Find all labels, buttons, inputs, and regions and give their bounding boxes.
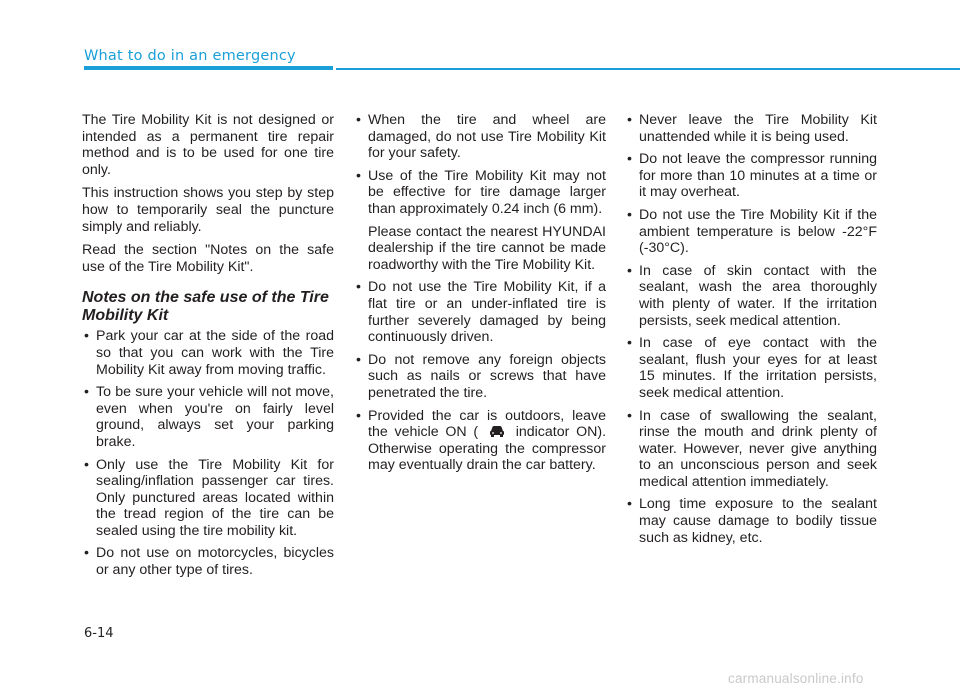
list-item: • To be sure your vehicle will not move, even when you're on fairly level ground, always set your parking brake. [82, 384, 334, 450]
watermark: carmanualsonline.info [728, 671, 864, 686]
list-item: • Do not use the Tire Mobility Kit, if a flat tire or an under-inflated tire is further severely damaged by being continuously driven. [354, 279, 606, 345]
bullet-text-before-icon: Provided the car is outdoors, leave the vehicle ON ( [368, 407, 606, 441]
intro-paragraph: Read the section "Notes on the safe use of the Tire Mobility Kit". [82, 242, 334, 275]
list-item: • Do not leave the compressor running for more than 10 minutes at a time or it may overheat. [625, 151, 877, 201]
column-3 [625, 112, 877, 552]
list-item: • Use of the Tire Mobility Kit may not be effective for tire damage larger than approximately 0.24 inch (6 mm). [354, 168, 606, 218]
list-item: • Never leave the Tire Mobility Kit unattended while it is being used. [625, 112, 877, 145]
list-item: • Only use the Tire Mobility Kit for sealing/inflation passenger car tires. Only punctured areas located within the tread region of the tire can be sealed using the tire mobility kit. [82, 457, 334, 540]
section-title: What to do in an emergency [84, 48, 296, 64]
column-2 [354, 112, 606, 480]
list-item [354, 408, 606, 474]
list-item: • Do not use on motorcycles, bicycles or any other type of tires. [82, 545, 334, 578]
list-item: • Do not remove any foreign objects such as nails or screws that have penetrated the tire. [354, 352, 606, 402]
list-item: • When the tire and wheel are damaged, do not use Tire Mobility Kit for your safety. [354, 112, 606, 162]
list-item: • In case of eye contact with the sealant, flush your eyes for at least 15 minutes. If the irritation persists, seek medical attention. [625, 335, 877, 401]
list-item: • Park your car at the side of the road so that you can work with the Tire Mobility Kit away from moving traffic. [82, 328, 334, 378]
intro-paragraph: This instruction shows you step by step how to temporarily seal the puncture simply and reliably. [82, 185, 334, 235]
safe-use-heading: Notes on the safe use of the Tire Mobility Kit [82, 289, 329, 325]
bullet-text-after-icon: indicator ON). Otherwise operating the compressor may eventually drain the car battery. [368, 424, 607, 474]
page-number: 6-14 [84, 626, 114, 641]
list-item: • Long time exposure to the sealant may cause damage to bodily tissue such as kidney, etc. [625, 496, 877, 546]
header-rule [336, 68, 960, 70]
intro-paragraph: The Tire Mobility Kit is not designed or intended as a permanent tire repair method and is to be used for one tire only. [82, 112, 334, 178]
list-item: • Do not use the Tire Mobility Kit if the ambient temperature is below -22°F (-30°C). [625, 207, 877, 257]
header-accent-bar [84, 66, 333, 70]
column-1 [82, 112, 334, 585]
dealer-note: Please contact the nearest HYUNDAI dealership if the tire cannot be made roadworthy with the Tire Mobility Kit. [368, 223, 606, 273]
list-item: • In case of skin contact with the sealant, wash the area thoroughly with plenty of water. If the irritation persists, seek medical attention. [625, 263, 877, 329]
ready-indicator-icon [488, 424, 506, 438]
list-item: • In case of swallowing the sealant, rinse the mouth and drink plenty of water. However, never give anything to an unconscious person and seek medical attention immediately. [625, 408, 877, 491]
